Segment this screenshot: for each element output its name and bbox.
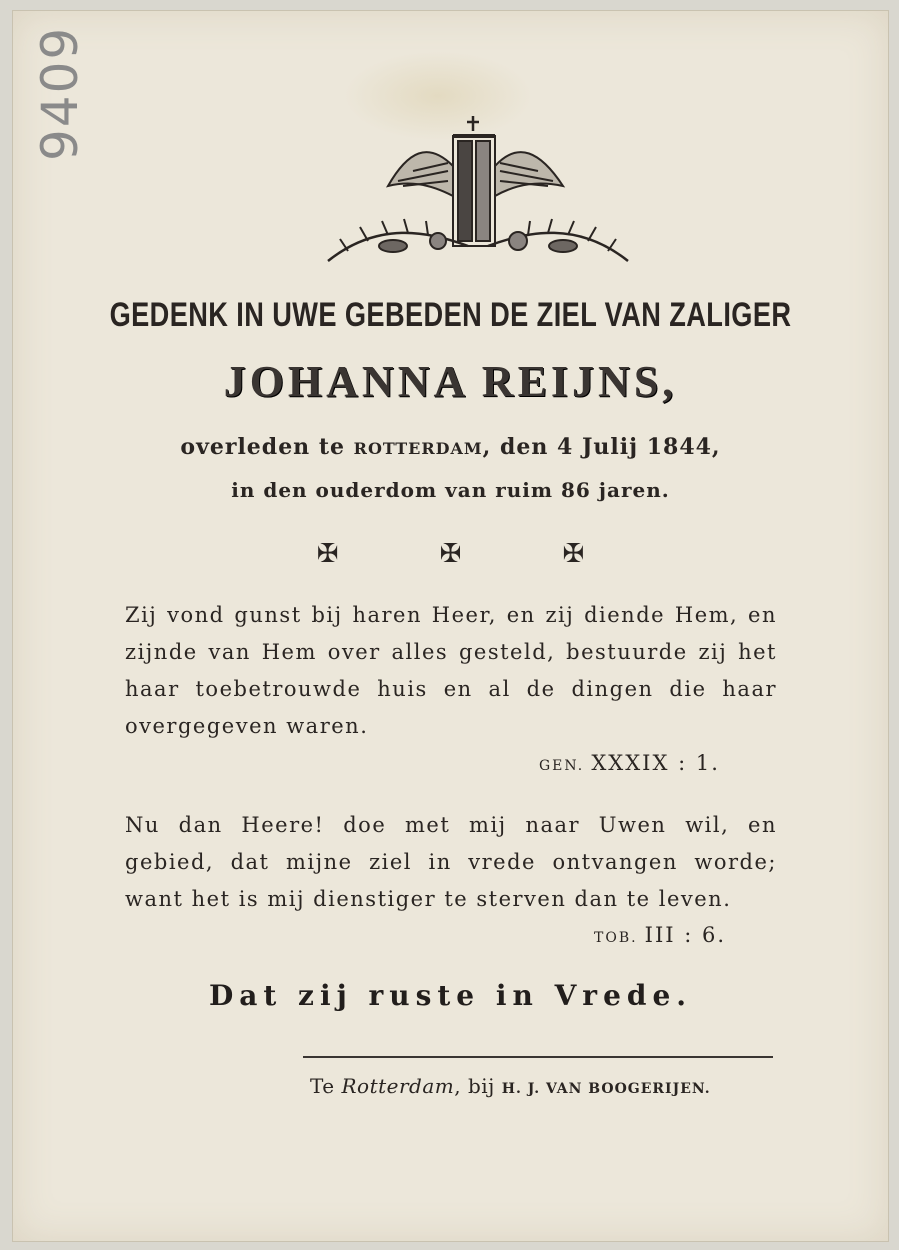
verse-1-chapter: XXXIX : 1. [591,751,720,775]
printer-imprint [310,1074,711,1098]
divider [303,1056,773,1058]
verse-1: Zij vond gunst bij haren Heer, en zij diende Hem, en zijnde van Hem over alles gesteld, bestuurde zij het haar toebetrouwde huis en al de dingen die haar overgegeven waren. [125,603,777,738]
cross-ornaments [13,539,888,569]
deceased-name: JOHANNA REIJNS, [223,357,678,406]
maltese-cross-icon: ✠ [562,539,585,569]
death-city: ROTTERDAM [353,439,483,458]
verse-2-chapter: III : 6. [644,923,727,947]
verse-1-reference [539,751,720,775]
death-line [13,434,888,460]
death-line-part2: , den 4 Julij 1844, [482,434,721,460]
maltese-cross-icon: ✠ [439,539,462,569]
closing-blessing: Dat zij ruste in Vrede. [208,979,693,1012]
verse-2-reference [594,923,726,947]
verse-2-book: TOB. [594,930,638,946]
imprint-printer: H. J. VAN BOOGERIJEN. [501,1081,711,1097]
imprint-city: Rotterdam [341,1074,455,1098]
memorial-card [12,10,889,1242]
verse-1-book: GEN. [539,758,585,774]
age-line: in den ouderdom van ruim 86 jaren. [231,478,670,502]
verse-2: Nu dan Heere! doe met mij naar Uwen wil, en gebied, dat mijne ziel in vrede ontvangen worde; want het is mij dienstiger te sterven dan te leven. [125,813,777,911]
hourglass-wings-emblem [318,111,638,276]
maltese-cross-icon: ✠ [316,539,339,569]
heading: GEDENK IN UWE GEBEDEN DE ZIEL VAN ZALIGER [109,296,792,334]
death-line-part1: overleden te [180,434,354,460]
imprint-prefix: Te [310,1074,342,1098]
imprint-middle: , bij [454,1074,502,1098]
handwritten-number: 9409 [31,25,89,161]
